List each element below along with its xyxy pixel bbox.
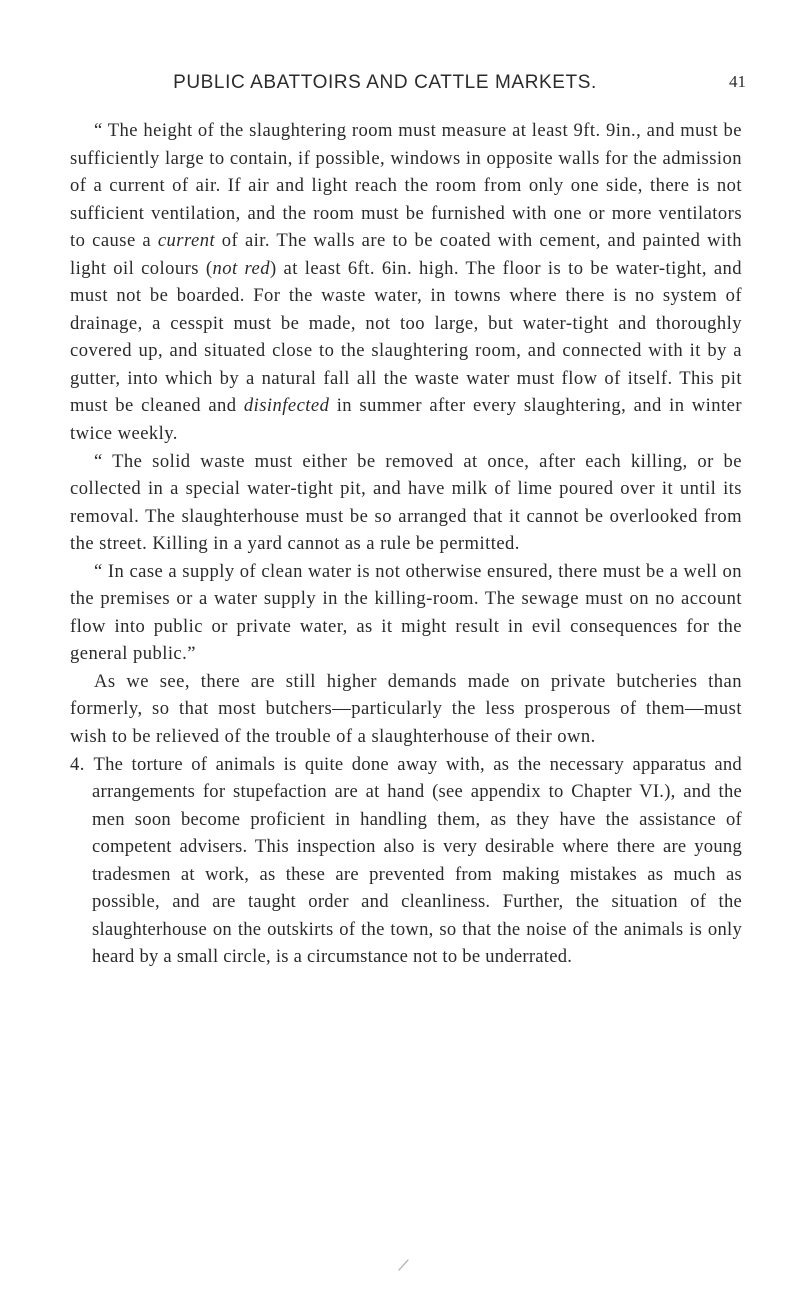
text-run: ) at least 6ft. 6in. high. The floor is to be water-tight, and must not be boarded. For the waste water, in towns where there is no system of drainage, a cesspit must be made, not too large, but water-tight and thoroughly covered up, and situated close to the slaughtering room, and connected with it by a gutter, into which by a natural fall all the waste water must flow of itself. This pit must be cleaned and — [70, 257, 743, 417]
text-run: in summer after every slaughtering, and in winter twice weekly. — [70, 395, 742, 445]
body-text — [70, 117, 742, 971]
paragraph-water-supply: “ In case a supply of clean water is not otherwise ensured, there must be a well on the premises or a water supply in the killing-room. The sewage must on no account flow into public or private water, as it might result in evil consequences for the general public.” — [70, 560, 742, 665]
italic-run: disinfected — [243, 395, 330, 417]
running-head — [64, 72, 746, 96]
pencil-mark-icon — [396, 1257, 412, 1273]
paragraph-point-4 — [70, 751, 742, 971]
point-4-text: The torture of animals is quite done away with, as the necessary apparatus and arrangements for stupefaction are at hand (see appendix to Chapter VI.), and the men soon become proficient in handling them, as they have the assistance of competent advisers. This inspection also is very desirable where there are young tradesmen at work, as these are prevented from making mistakes as much as possible, and are taught order and cleanliness. Further, the situation of the slaughterhouse on the outskirts of the town, so that the noise of the animals is only heard by a small circle, is a circumstance not to be underrated. — [92, 753, 742, 968]
italic-run: current — [157, 230, 216, 252]
list-number: 4. — [70, 753, 85, 775]
running-title: PUBLIC ABATTOIRS AND CATTLE MARKETS. — [173, 72, 597, 93]
paragraph-solid-waste: “ The solid waste must either be removed at once, after each killing, or be collected in a special water-tight pit, and have milk of lime poured over it until its removal. The slaughterhouse must be so arranged that it cannot be overlooked from the street. Killing in a yard cannot as a rule be permitted. — [70, 450, 742, 555]
paragraph-private-butcheries: As we see, there are still higher demands made on private butcheries than formerly, so that most butchers—particularly the less prosperous of them—must wish to be relieved of the trouble of a slaughterhouse of their own. — [70, 670, 742, 748]
page-number: 41 — [729, 72, 746, 91]
paragraph-slaughtering-room — [70, 117, 742, 448]
text-run: “ The height of the slaughtering room must measure at least 9ft. 9in., and must be sufficiently large to contain, if possible, windows in opposite walls for the admission of a current of air. If air and light reach the room from only one side, there is not sufficient ventilation, and the room must be furnished with one or more ventilators to cause a — [70, 120, 742, 252]
text-run: of air. The walls are to be coated with cement, and painted with light oil colours ( — [70, 230, 742, 279]
italic-run: not red — [212, 257, 270, 279]
